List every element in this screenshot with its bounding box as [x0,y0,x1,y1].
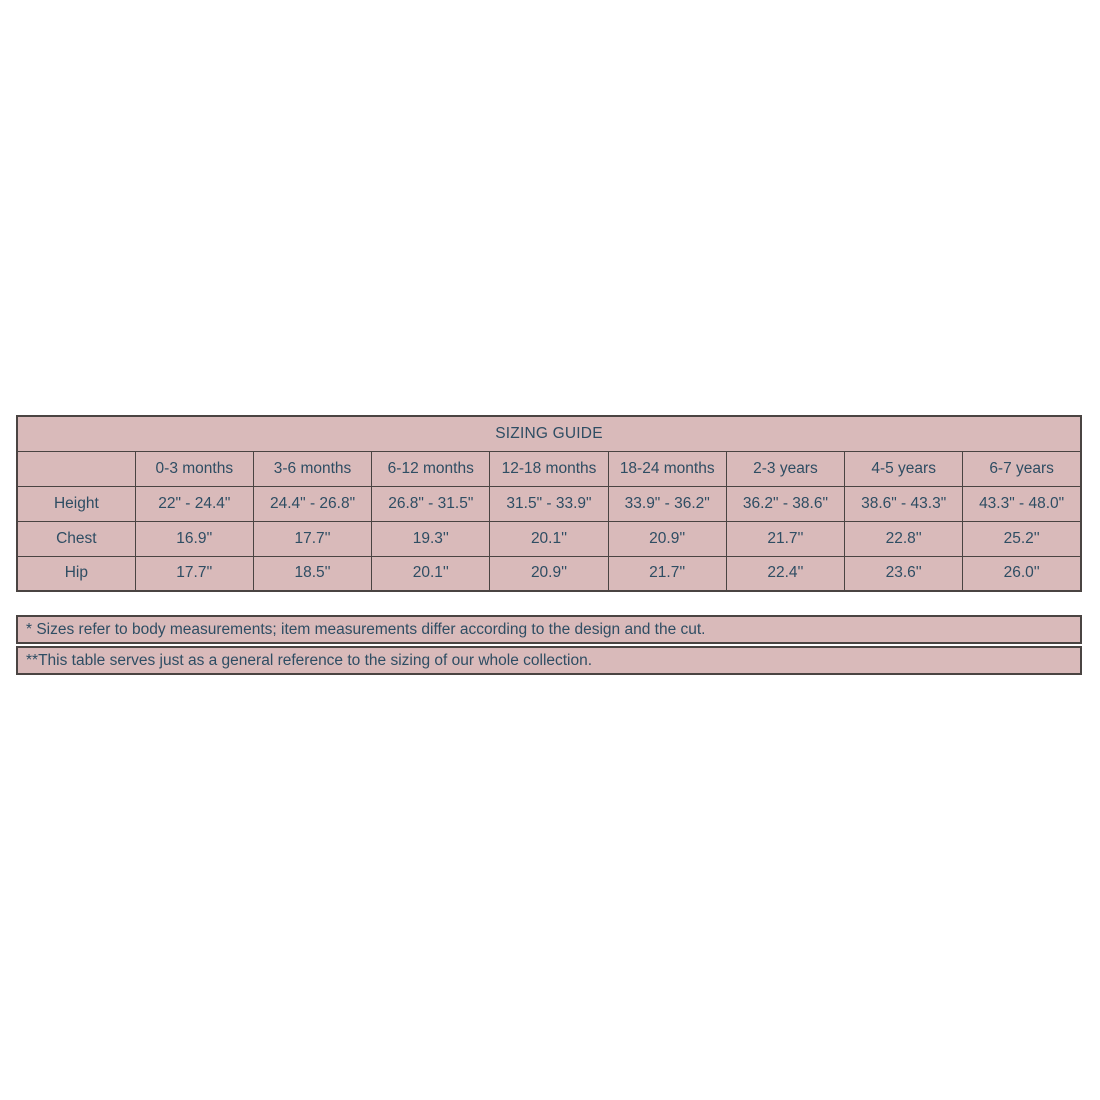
data-cell: 20.9'' [608,521,726,556]
data-cell: 17.7'' [135,556,253,591]
data-cell: 24.4" - 26.8" [253,486,371,521]
table-row-chest [17,521,1081,556]
data-cell: 21.7'' [726,521,844,556]
footnote-body-measurements: * Sizes refer to body measurements; item measurements differ according to the design and the cut. [16,615,1082,644]
column-header-6-12-months: 6-12 months [372,451,490,486]
column-header-4-5-years: 4-5 years [845,451,963,486]
column-header-3-6-months: 3-6 months [253,451,371,486]
data-cell: 22.4'' [726,556,844,591]
column-header-12-18-months: 12-18 months [490,451,608,486]
data-cell: 20.9'' [490,556,608,591]
data-cell: 43.3" - 48.0" [963,486,1081,521]
data-cell: 21.7'' [608,556,726,591]
table-row-hip [17,556,1081,591]
data-cell: 17.7'' [253,521,371,556]
corner-cell [17,451,135,486]
column-header-6-7-years: 6-7 years [963,451,1081,486]
data-cell: 20.1'' [490,521,608,556]
footnote-general-reference: **This table serves just as a general reference to the sizing of our whole collection. [16,646,1082,675]
table-title: SIZING GUIDE [17,416,1081,451]
footnotes [16,615,1082,675]
data-cell: 16.9'' [135,521,253,556]
data-cell: 19.3'' [372,521,490,556]
data-cell: 33.9" - 36.2" [608,486,726,521]
column-header-18-24-months: 18-24 months [608,451,726,486]
data-cell: 25.2'' [963,521,1081,556]
table-row-height [17,486,1081,521]
sizing-guide [16,415,1082,675]
row-label-height: Height [17,486,135,521]
column-header-2-3-years: 2-3 years [726,451,844,486]
data-cell: 20.1'' [372,556,490,591]
data-cell: 22" - 24.4" [135,486,253,521]
data-cell: 26.0'' [963,556,1081,591]
data-cell: 36.2" - 38.6" [726,486,844,521]
data-cell: 38.6" - 43.3" [845,486,963,521]
data-cell: 22.8'' [845,521,963,556]
row-label-chest: Chest [17,521,135,556]
data-cell: 23.6'' [845,556,963,591]
table-title-row [17,416,1081,451]
table-header-row [17,451,1081,486]
row-label-hip: Hip [17,556,135,591]
column-header-0-3-months: 0-3 months [135,451,253,486]
sizing-table [16,415,1082,592]
data-cell: 18.5'' [253,556,371,591]
data-cell: 26.8" - 31.5" [372,486,490,521]
data-cell: 31.5" - 33.9" [490,486,608,521]
